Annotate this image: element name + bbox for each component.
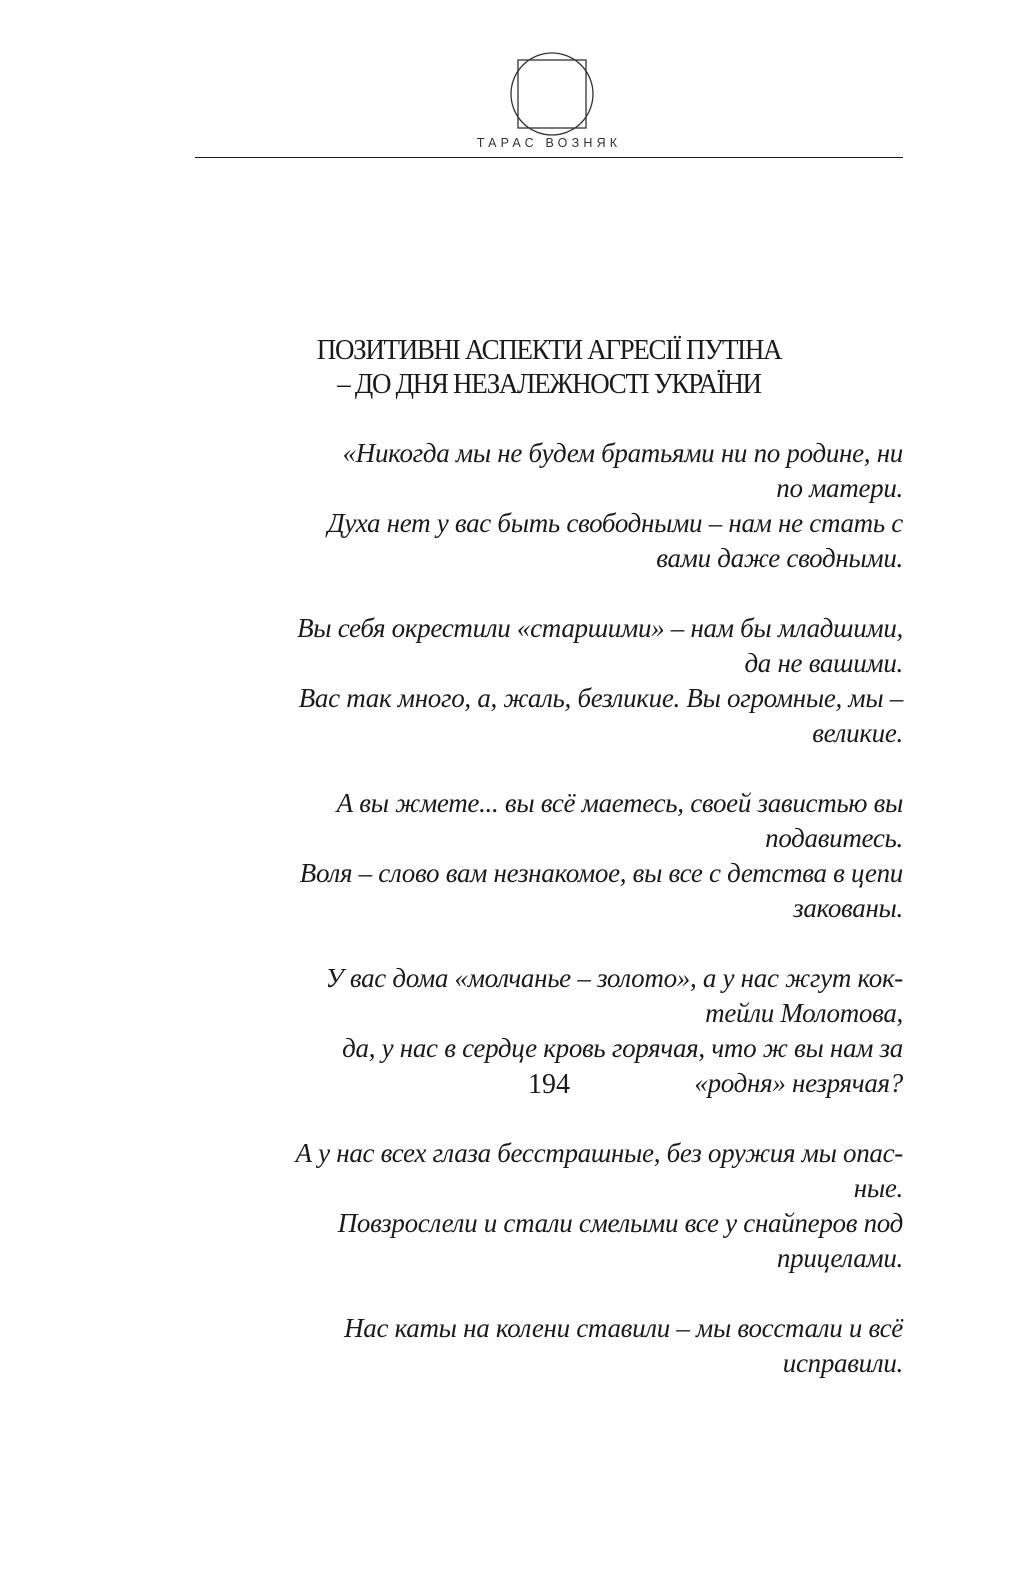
stanza-gap bbox=[190, 1101, 903, 1136]
stanza-2 bbox=[190, 611, 903, 751]
poem-line: Вас так много, а, жаль, безликие. Вы огромные, мы – bbox=[298, 683, 903, 713]
poem-line: Повзрослели и стали смелыми все у снайперов под bbox=[337, 1208, 903, 1238]
poem-line: А у нас всех глаза бесстрашные, без оружия мы опас- bbox=[295, 1138, 903, 1168]
header-rule bbox=[195, 157, 903, 158]
stanza-gap bbox=[190, 926, 903, 961]
running-head-author: ТАРАС ВОЗНЯК bbox=[476, 136, 622, 150]
poem-line: «Никогда мы не будем братьями ни по родине, ни bbox=[342, 438, 903, 468]
poem-line: У вас дома «молчанье – золото», а у нас жгут кок- bbox=[325, 963, 903, 993]
circle-square-emblem-icon bbox=[508, 50, 596, 138]
poem-line: А вы жмете... вы всё маетесь, своей завистью вы bbox=[336, 788, 903, 818]
poem bbox=[190, 436, 903, 1381]
poem-line: да не вашими. bbox=[744, 648, 903, 678]
poem-line: прицелами. bbox=[776, 1243, 903, 1273]
poem-line: вами даже сводными. bbox=[656, 543, 903, 573]
stanza-gap bbox=[190, 576, 903, 611]
poem-line: по матери. bbox=[776, 473, 903, 503]
poem-line: подавитесь. bbox=[765, 823, 903, 853]
stanza-6 bbox=[190, 1311, 903, 1381]
poem-line: исправили. bbox=[782, 1348, 903, 1378]
stanza-5 bbox=[190, 1136, 903, 1276]
stanza-gap bbox=[190, 1276, 903, 1311]
stanza-1 bbox=[190, 436, 903, 576]
chapter-title-line-1: ПОЗИТИВНІ АСПЕКТИ АГРЕСІЇ ПУТІНА bbox=[316, 334, 782, 366]
poem-line: закованы. bbox=[793, 893, 903, 923]
poem-line: Воля – слово вам незнакомое, вы все с детства в цепи bbox=[299, 858, 903, 888]
poem-line: «родня» незрячая? bbox=[694, 1068, 903, 1098]
poem-line: Вы себя окрестили «старшими» – нам бы младшими, bbox=[297, 613, 903, 643]
poem-line: Нас каты на колени ставили – мы восстали и всё bbox=[344, 1313, 903, 1343]
stanza-gap bbox=[190, 751, 903, 786]
poem-line: Духа нет у вас быть свободными – нам не стать с bbox=[327, 508, 903, 538]
stanza-3 bbox=[190, 786, 903, 926]
page-number: 194 bbox=[528, 1069, 570, 1100]
poem-line: великие. bbox=[812, 718, 903, 748]
chapter-title bbox=[220, 333, 878, 401]
poem-line: ные. bbox=[853, 1173, 903, 1203]
chapter-title-line-2: – ДО ДНЯ НЕЗАЛЕЖНОСТІ УКРАЇНИ bbox=[337, 368, 761, 400]
poem-line: да, у нас в сердце кровь горячая, что ж вы нам за bbox=[342, 1033, 903, 1063]
poem-line: тейли Молотова, bbox=[705, 998, 903, 1028]
